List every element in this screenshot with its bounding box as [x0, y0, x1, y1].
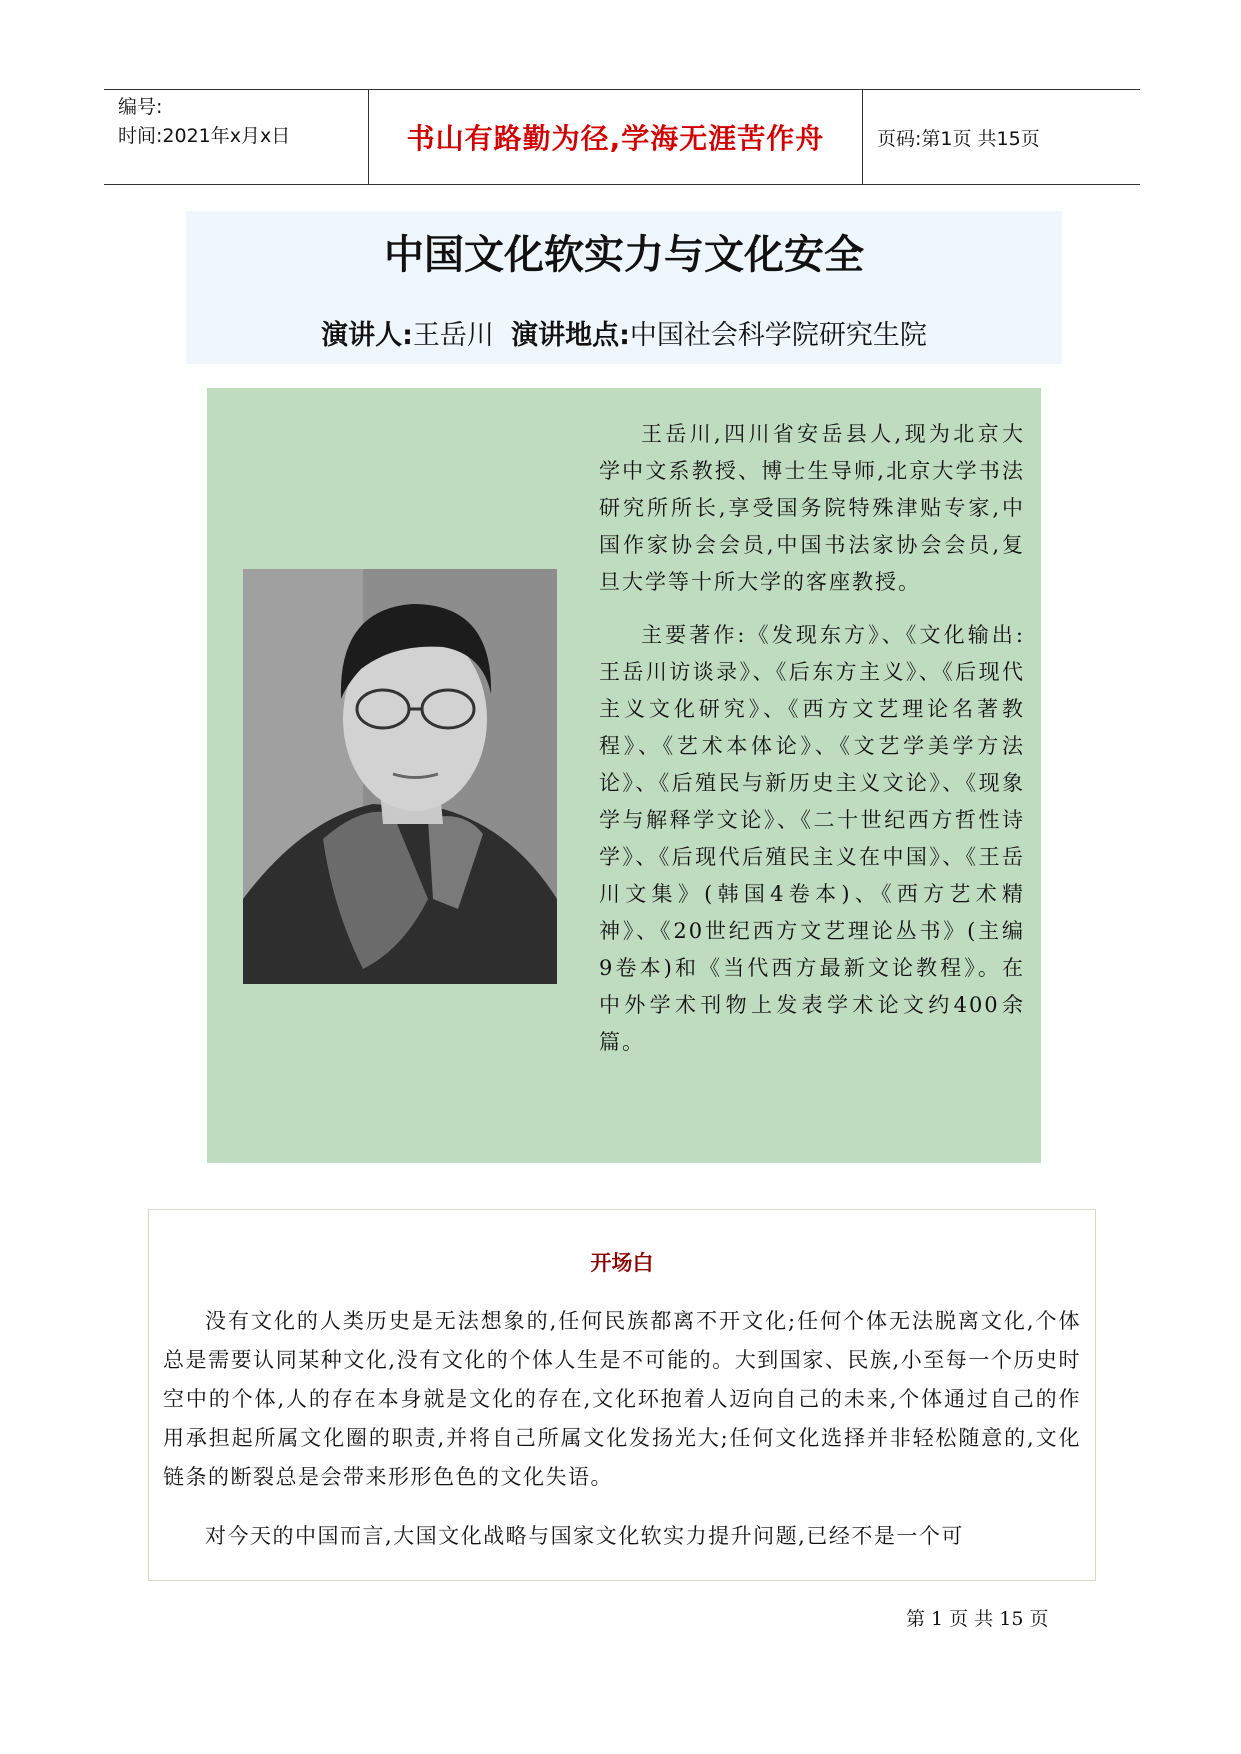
bio-text: [599, 416, 1025, 1077]
page-footer: 第 1 页 共 15 页: [906, 1608, 1049, 1630]
portrait-illustration: [243, 569, 557, 984]
page-info: 页码:第1页 共15页: [877, 127, 1040, 150]
number-label: 编号:: [118, 96, 163, 118]
speaker-label: 演讲人:: [321, 320, 413, 351]
speaker-photo: [243, 569, 557, 984]
header-table: [104, 89, 1140, 185]
header-left-cell: [104, 90, 369, 184]
header-motto-cell: [369, 90, 863, 184]
time-label: 时间:2021年x月x日: [118, 125, 291, 147]
bio-paragraph: 王岳川,四川省安岳县人,现为北京大学中文系教授、博士生导师,北京大学书法研究所所长,享受国务院特殊津贴专家,中国作家协会会员,中国书法家协会会员,复旦大学等十所大学的客座教授。: [599, 422, 1025, 594]
speaker-name: 王岳川: [412, 320, 494, 351]
venue: 中国社会科学院研究生院: [629, 320, 927, 351]
opening-block: [148, 1209, 1096, 1581]
header-page-cell: [863, 90, 1140, 184]
venue-label: 演讲地点:: [511, 320, 630, 351]
bio-paragraph: 主要著作:《发现东方》、《文化输出:王岳川访谈录》、《后东方主义》、《后现代主义文化研究》、《西方文艺理论名著教程》、《艺术本体论》、《文艺学美学方法论》、《后殖民与新历史主义文论》、《现象学与解释学文论》、《二十世纪西方哲性诗学》、《后现代后殖民主义在中国》、《王岳川文集》(韩国4卷本)、《西方艺术精神》、《20世纪西方文艺理论丛书》(主编9卷本)和《当代西方最新文论教程》。在中外学术刊物上发表学术论文约400余篇。: [599, 623, 1025, 1054]
title-block: [186, 211, 1062, 364]
opening-paragraph: 对今天的中国而言,大国文化战略与国家文化软实力提升问题,已经不是一个可: [205, 1524, 964, 1548]
speaker-line: [186, 313, 1062, 352]
opening-paragraph: 没有文化的人类历史是无法想象的,任何民族都离不开文化;任何个体无法脱离文化,个体总是需要认同某种文化,没有文化的个体人生是不可能的。大到国家、民族,小至每一个历史时空中的个体,人的存在本身就是文化的存在,文化环抱着人迈向自己的未来,个体通过自己的作用承担起所属文化圈的职责,并将自己所属文化发扬光大;任何文化选择并非轻松随意的,文化链条的断裂总是会带来形形色色的文化失语。: [163, 1309, 1081, 1489]
opening-heading: 开场白: [590, 1251, 654, 1275]
opening-text: [163, 1302, 1081, 1576]
document-title: 中国文化软实力与文化安全: [384, 232, 864, 278]
motto: 书山有路勤为径,学海无涯苦作舟: [406, 122, 825, 155]
bio-block: [207, 388, 1041, 1163]
